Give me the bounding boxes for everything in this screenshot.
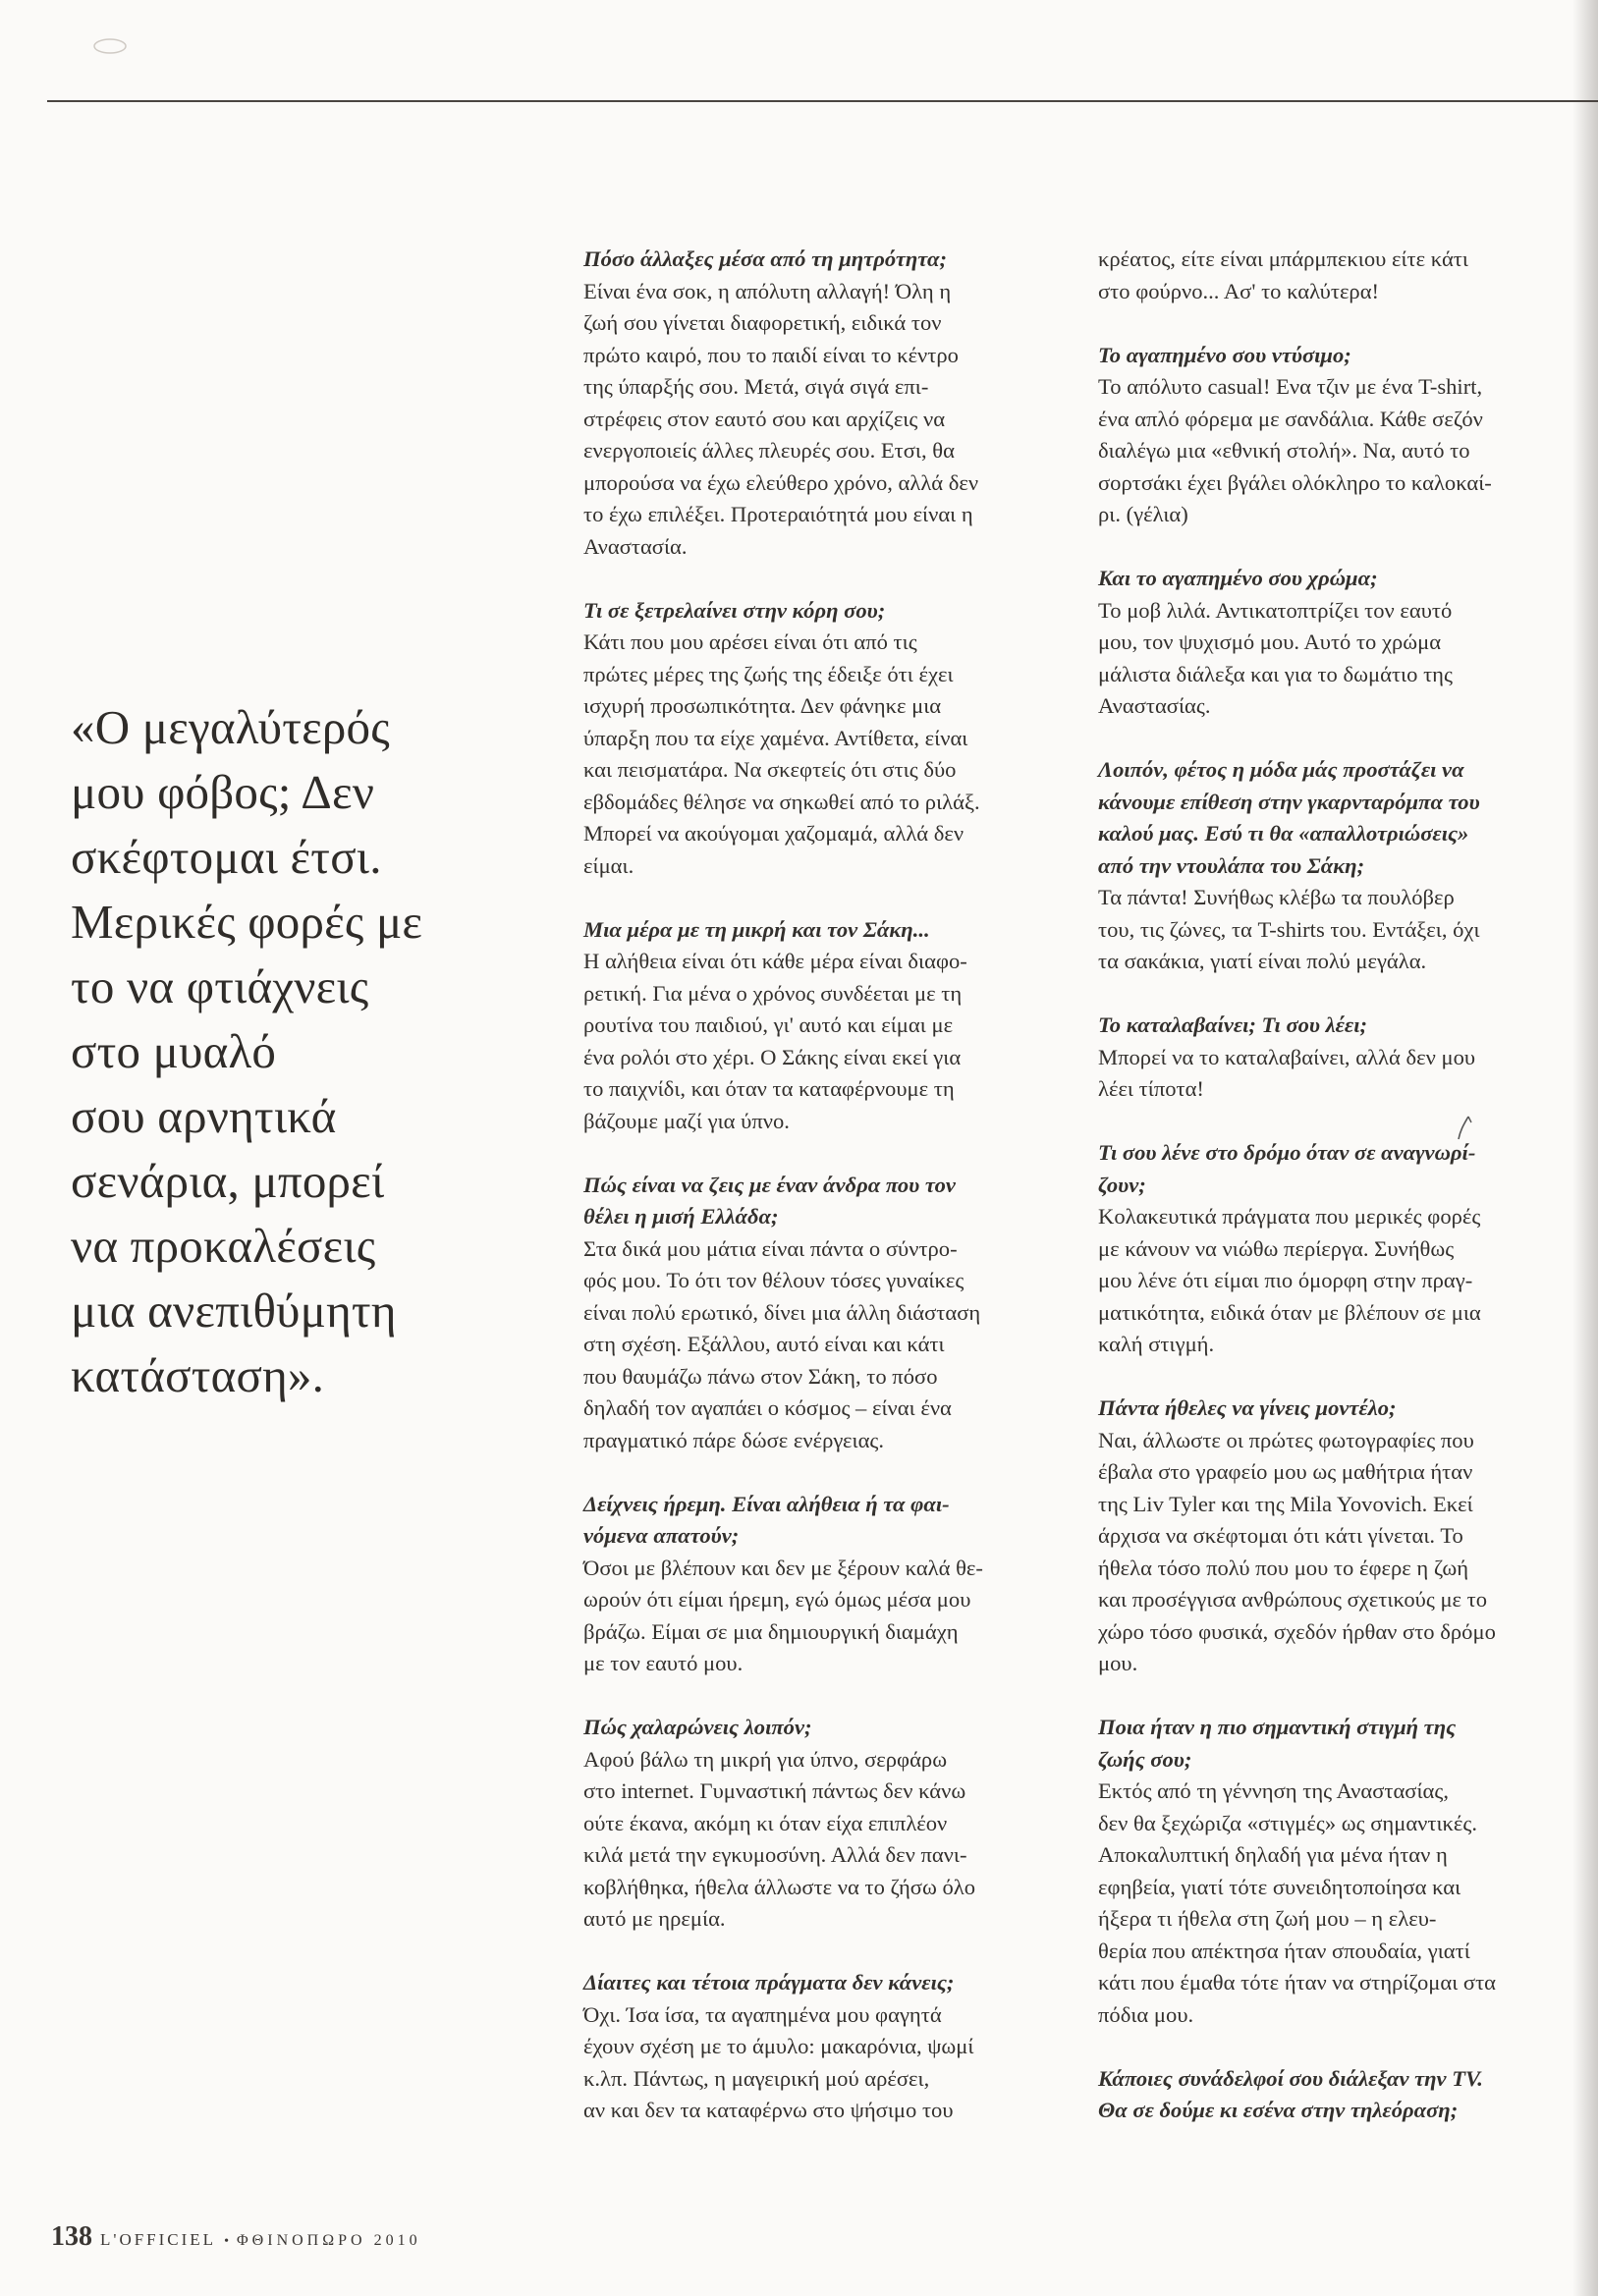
question-line: Πώς είναι να ζεις με έναν άνδρα που τον [583,1172,956,1197]
answer-line: Τα πάντα! Συνήθως κλέβω τα πουλόβερ [1098,885,1455,909]
qa-block [583,1712,1055,1936]
question-line: ζουν; [1098,1172,1146,1197]
magazine-name: L'OFFICIEL [100,2230,217,2249]
answer-line: του, τις ζώνες, τα T-shirts του. Εντάξει, όχι [1098,916,1480,942]
qa-block [1098,1010,1573,1106]
answer-line: ύπαρξη που τα είχε χαμένα. Αντίθετα, είναι [583,725,968,750]
pen-mark-icon [1451,1114,1478,1143]
answer-line: στο φούρνο... Ασ' το καλύτερα! [1098,278,1380,303]
footer-separator: • [224,2234,229,2249]
answer-line: Κολακευτικά πράγματα που μερικές φορές [1098,1204,1481,1229]
answer-line: ωρούν ότι είμαι ήρεμη, εγώ όμως μέσα μου [583,1587,971,1612]
answer-line: κάτι που έμαθα τότε ήταν να στηρίζομαι στα [1098,1970,1497,1995]
page-edge-shadow [1572,0,1598,2296]
qa-block [1098,244,1573,307]
answer-line: πόδια μου. [1098,2001,1194,2027]
answer-line: Εκτός από τη γέννηση της Αναστασίας, [1098,1778,1449,1803]
answer-line: πρώτες μέρες της ζωής της έδειξε ότι έχει [583,661,954,686]
answer-line: Κάτι που μου αρέσει είναι ότι από τις [583,629,917,654]
qa-block [583,914,1055,1138]
answer-line: θερία που απέκτησα ήταν σπουδαία, γιατί [1098,1938,1470,1963]
page-footer [51,2221,421,2251]
answer-line: το παιχνίδι, και όταν τα καταφέρνουμε τη [583,1076,955,1101]
answer-line: πρώτο καιρό, που το παιδί είναι το κέντρο [583,342,959,367]
question-line: κάνουμε επίθεση στην γκαρνταρόμπα του [1098,789,1480,814]
question-line: θέλει η μισή Ελλάδα; [583,1204,779,1229]
answer-line: Είναι ένα σοκ, η απόλυτη αλλαγή! Όλη η [583,278,952,303]
answer-line: μου, τον ψυχισμό μου. Αυτό το χρώμα [1098,629,1442,654]
qa-block [1098,754,1573,978]
answer-line: Η αλήθεια είναι ότι κάθε μέρα είναι διαφο- [583,949,967,973]
answer-line: και πεισματάρα. Να σκεφτείς ότι στις δύο [583,757,957,782]
pull-quote-line: στο μυαλό [71,1024,277,1078]
pull-quote-line: σενάρια, μπορεί [71,1154,385,1208]
answer-line: κ.λπ. Πάντως, η μαγειρική μού αρέσει, [583,2065,930,2091]
pull-quote-line: το να φτιάχνεις [71,959,369,1013]
answer-line: καλή στιγμή. [1098,1332,1215,1356]
pull-quote-line: κατάσταση». [71,1348,325,1402]
answer-line: ένα απλό φόρεμα με σανδάλια. Κάθε σεζόν [1098,406,1483,431]
answer-line: πραγματικό πάρε δώσε ενέργειας. [583,1427,884,1452]
question-line: Πάντα ήθελες να γίνεις μοντέλο; [1098,1395,1397,1420]
answer-line: της Liv Tyler και της Mila Yovovich. Εκεί [1098,1491,1473,1516]
answer-line: φός μου. Το ότι τον θέλουν τόσες γυναίκες [583,1268,964,1292]
qa-block [583,1170,1055,1457]
answer-line: ήθελα τόσο πολύ που μου το έφερε η ζωή [1098,1555,1469,1580]
answer-line: το έχω επιλέξει. Προτεραιότητά μου είναι η [583,502,973,526]
answer-line: μου. [1098,1651,1138,1675]
answer-line: Μπορεί να ακούγομαι χαζομαμά, αλλά δεν [583,821,964,846]
qa-block [583,244,1055,563]
answer-line: δηλαδή τον αγαπάει ο κόσμος – είναι ένα [583,1395,952,1420]
page-number: 138 [51,2221,92,2252]
question-line: καλού μας. Εσύ τι θα «απαλλοτριώσεις» [1098,821,1469,846]
answer-line: Αναστασίας. [1098,693,1211,718]
question-line: Μια μέρα με τη μικρή και τον Σάκη... [583,916,930,942]
answer-line: αν και δεν τα καταφέρνω στο ψήσιμο του [583,2098,954,2122]
interview-column-2 [1098,244,1573,2159]
qa-block [583,1967,1055,2127]
qa-block [1098,563,1573,723]
answer-line: Στα δικά μου μάτια είναι πάντα ο σύντρο- [583,1235,958,1261]
answer-line: δεν θα ξεχώριζα «στιγμές» ως σημαντικές. [1098,1810,1478,1835]
interview-column-1 [583,244,1055,2159]
pull-quote-line: να προκαλέσεις [71,1219,376,1273]
answer-line: έβαλα στο γραφείο μου ως μαθήτρια ήταν [1098,1459,1473,1484]
qa-block [1098,340,1573,531]
question-line: Το αγαπημένο σου ντύσιμο; [1098,342,1351,367]
answer-line: είναι πολύ ερωτικό, δίνει μια άλλη διάσταση [583,1299,981,1325]
answer-line: Το απόλυτο casual! Ενα τζιν με ένα T-shirt, [1098,374,1483,399]
answer-line: Όχι. Ίσα ίσα, τα αγαπημένα μου φαγητά [583,2001,942,2027]
answer-line: τα σακάκια, γιατί είναι πολύ μεγάλα. [1098,949,1427,973]
answer-line: σορτσάκι έχει βγάλει ολόκληρο το καλοκαί- [1098,469,1492,495]
answer-line: που θαυμάζω πάνω στον Σάκη, το πόσο [583,1363,938,1389]
question-line: Δείχνεις ήρεμη. Είναι αλήθεια ή τα φαι- [583,1491,950,1516]
pull-quote-line: «Ο μεγαλύτερός [71,700,390,754]
question-line: νόμενα απατούν; [583,1523,740,1548]
answer-line: άρχισα να σκέφτομαι ότι κάτι γίνεται. Το [1098,1523,1463,1548]
answer-line: στη σχέση. Εξάλλου, αυτό είναι και κάτι [583,1332,945,1356]
answer-line: ενεργοποιείς άλλες πλευρές σου. Ετσι, θα [583,438,955,463]
answer-line: ζωή σου γίνεται διαφορετική, ειδικά τον [583,310,942,335]
answer-line: ισχυρή προσωπικότητα. Δεν φάνηκε μια [583,693,942,718]
question-line: Θα σε δούμε κι εσένα στην τηλεόραση; [1098,2098,1459,2122]
answer-line: Αναστασία. [583,533,688,559]
answer-line: εφηβεία, γιατί τότε συνειδητοποίησα και [1098,1874,1461,1899]
pull-quote [71,695,483,1408]
question-line: Το καταλαβαίνει; Τι σου λέει; [1098,1012,1368,1037]
answer-line: και προσέγγισα ανθρώπους σχετικούς με το [1098,1587,1488,1612]
question-line: Λοιπόν, φέτος η μόδα μάς προστάζει να [1098,757,1464,782]
answer-line: Το μοβ λιλά. Αντικατοπτρίζει τον εαυτό [1098,597,1453,623]
pull-quote-line: Μερικές φορές με [71,895,423,949]
answer-line: κοβλήθηκα, ήθελα άλλωστε να το ζήσω όλο [583,1874,976,1899]
answer-line: ρετική. Για μένα ο χρόνος συνδέεται με τη [583,980,963,1006]
answer-line: κρέατος, είτε είναι μπάρμπεκιου είτε κάτι [1098,246,1468,271]
answer-line: βάζουμε μαζί για ύπνο. [583,1108,790,1133]
answer-line: με κάνουν να νιώθω περίεργα. Συνήθως [1098,1235,1455,1261]
answer-line: χώρο τόσο φυσικά, σχεδόν ήρθαν στο δρόμο [1098,1618,1496,1644]
qa-block [583,1489,1055,1680]
question-line: Τι σε ξετρελαίνει στην κόρη σου; [583,597,886,623]
answer-line: με τον εαυτό μου. [583,1651,744,1675]
issue-label: ΦΘΙΝΟΠΩΡΟ 2010 [236,2232,421,2249]
question-line: Δίαιτες και τέτοια πράγματα δεν κάνεις; [583,1970,955,1995]
question-line: Κάποιες συνάδελφοί σου διάλεξαν την TV. [1098,2065,1483,2091]
qa-block [583,595,1055,883]
answer-line: μπορούσα να έχω ελεύθερο χρόνο, αλλά δεν [583,469,979,495]
qa-block [1098,1712,1573,2031]
answer-line: μάλιστα διάλεξα και για το δωμάτιο της [1098,661,1453,686]
question-line: Τι σου λένε στο δρόμο όταν σε αναγνωρί- [1098,1140,1476,1165]
pull-quote-line: σκέφτομαι έτσι. [71,830,382,884]
answer-line: έχουν σχέση με το άμυλο: μακαρόνια, ψωμί [583,2034,974,2058]
answer-line: διαλέγω μια «εθνική στολή». Να, αυτό το [1098,438,1470,463]
top-rule [47,100,1598,102]
question-line: Και το αγαπημένο σου χρώμα; [1098,566,1378,590]
question-line: Πώς χαλαρώνεις λοιπόν; [583,1715,812,1739]
answer-line: ματικότητα, ειδικά όταν με βλέπουν σε μια [1098,1299,1481,1325]
answer-line: αυτό με ηρεμία. [583,1906,726,1931]
answer-line: Μπορεί να το καταλαβαίνει, αλλά δεν μου [1098,1044,1476,1069]
answer-line: ένα ρολόι στο χέρι. Ο Σάκης είναι εκεί για [583,1044,962,1069]
qa-block [1098,2063,1573,2127]
answer-line: στο internet. Γυμναστική πάντως δεν κάνω [583,1778,966,1803]
answer-line: κιλά μετά την εγκυμοσύνη. Αλλά δεν πανι- [583,1842,967,1867]
question-line: από την ντουλάπα του Σάκη; [1098,852,1365,878]
pull-quote-line: μια ανεπιθύμητη [71,1284,397,1338]
answer-line: λέει τίποτα! [1098,1076,1204,1101]
answer-line: εβδομάδες θέλησε να σηκωθεί από το ριλάξ. [583,789,980,814]
question-line: Πόσο άλλαξες μέσα από τη μητρότητα; [583,246,947,271]
answer-line: Όσοι με βλέπουν και δεν με ξέρουν καλά θε- [583,1555,983,1580]
answer-line: στρέφεις στον εαυτό σου και αρχίζεις να [583,406,946,431]
qa-block [1098,1137,1573,1361]
answer-line: ήξερα τι ήθελα στη ζωή μου – η ελευ- [1098,1906,1437,1931]
answer-line: της ύπαρξής σου. Μετά, σιγά σιγά επι- [583,374,929,399]
qa-block [1098,1393,1573,1680]
answer-line: Αφού βάλω τη μικρή για ύπνο, σερφάρω [583,1746,948,1772]
answer-line: μου λένε ότι είμαι πιο όμορφη στην πραγ- [1098,1268,1473,1292]
scan-mark-icon [90,35,130,57]
answer-line: ούτε έκανα, ακόμη κι όταν είχα επιπλέον [583,1810,948,1835]
answer-line: Ναι, άλλωστε οι πρώτες φωτογραφίες που [1098,1427,1474,1452]
answer-line: Αποκαλυπτική δηλαδή για μένα ήταν η [1098,1842,1448,1867]
question-line: Ποια ήταν η πιο σημαντική στιγμή της [1098,1715,1457,1739]
answer-line: ρι. (γέλια) [1098,502,1188,526]
answer-line: είμαι. [583,852,634,878]
answer-line: ρουτίνα του παιδιού, γι' αυτό και είμαι με [583,1012,954,1037]
pull-quote-line: σου αρνητικά [71,1089,337,1143]
answer-line: βράζω. Είμαι σε μια δημιουργική διαμάχη [583,1618,959,1644]
question-line: ζωής σου; [1098,1746,1192,1772]
pull-quote-line: μου φόβος; Δεν [71,765,375,819]
